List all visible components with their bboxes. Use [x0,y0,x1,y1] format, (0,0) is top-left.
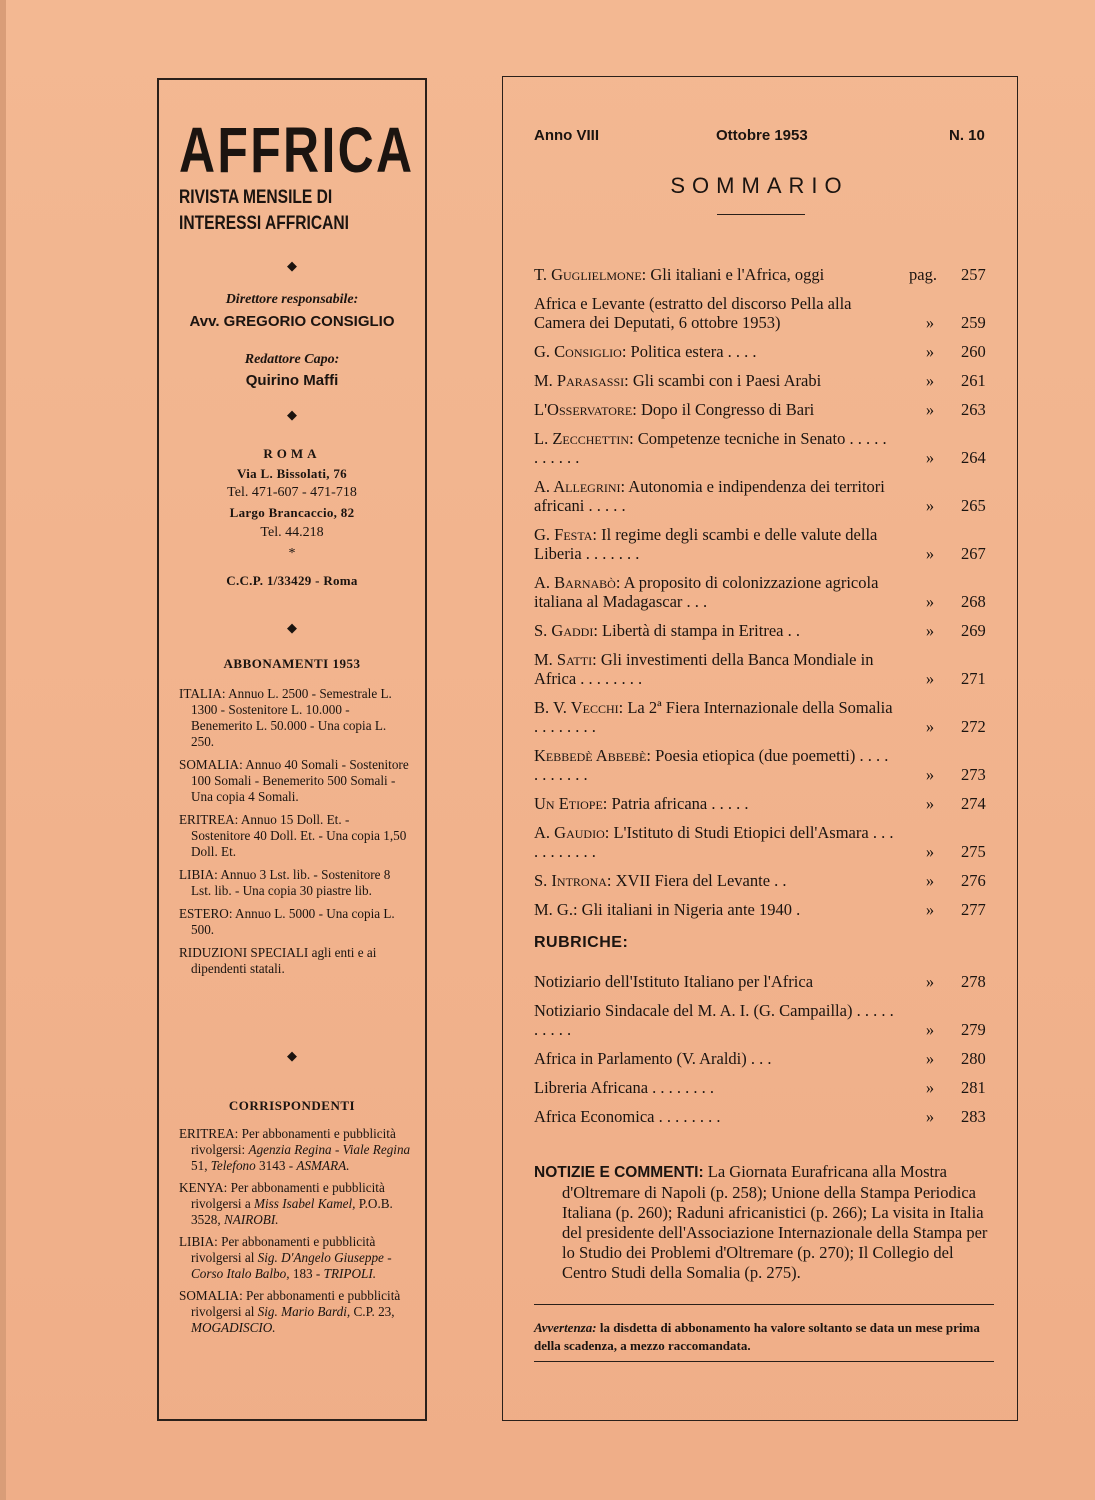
toc-entry [534,746,994,784]
toc-author: A. Allegrini: [534,477,626,496]
address-2: Largo Brancaccio, 82 [229,505,355,520]
diamond-ornament: ◆ [287,620,297,635]
page-number: 267 [961,544,986,563]
rubrica-entry [534,1107,994,1126]
contents-box [502,76,1018,1421]
subscription-list [179,686,411,984]
toc-entry [534,900,994,919]
toc-entry [534,477,994,515]
page-number: 281 [961,1078,986,1097]
toc-entry-text [534,371,894,390]
director-label: Direttore responsabile: [225,292,359,307]
toc-author: Un Etiope: [534,794,608,813]
page-number: 271 [961,669,986,688]
toc-entry [534,265,994,284]
toc-entry [534,698,994,736]
masthead-subtitle [179,185,425,237]
page-number: 283 [961,1107,986,1126]
toc-title: Gli scambi con i Paesi Arabi [632,371,822,390]
toc-entry-text [534,650,894,688]
rubriche-heading: RUBRICHE: [534,934,629,951]
postal-account: C.C.P. 1/33429 - Roma [226,573,358,588]
toc-entry-text [534,294,894,332]
toc-title: Competenze tecniche in Senato . . . . . . . . . . . [534,429,887,467]
notizie-heading: NOTIZIE E COMMENTI: [534,1164,704,1181]
correspondent-item: LIBIA: Per abbonamenti e pubblicità rivolgersi al Sig. D'Angelo Giuseppe - Corso Italo Balbo, 183 - TRIPOLI. [179,1234,392,1281]
toc-entry-text [534,900,894,919]
rubrica-entry [534,1049,994,1068]
toc-author: L. Zecchettin: [534,429,634,448]
page-number: 275 [961,842,986,861]
toc-author: T. Guglielmone: [534,265,647,284]
toc-title: Patria africana . . . . . [611,794,749,813]
correspondents-list [179,1126,411,1342]
toc-entry [534,794,994,813]
sommario-heading: SOMMARIO [670,173,849,198]
page-number: 264 [961,448,986,467]
ditto-mark: » [925,871,935,890]
ditto-mark: » [925,717,935,736]
diamond-ornament: ◆ [287,1048,297,1063]
toc-author: G. Festa: [534,525,597,544]
ditto-mark: » [925,592,935,611]
rubrica-entry [534,972,994,991]
masthead-title: AFFRICA [179,114,415,186]
ditto-mark: » [925,972,935,991]
address-1: Via L. Bissolati, 76 [237,466,347,481]
toc-entry-text [534,525,894,563]
avvertenza-text: la disdetta di abbonamento ha valore soltanto se data un mese prima della scadenza, a mezzo raccomandata. [534,1320,980,1353]
toc-entry-text [534,746,894,784]
page-number: 276 [961,871,986,890]
ditto-mark: » [925,900,935,919]
toc-title: Politica estera . . . . [630,342,757,361]
toc-entry [534,429,994,467]
diamond-ornament: ◆ [287,407,297,422]
heading-rule [717,214,805,215]
director-name: Avv. GREGORIO CONSIGLIO [189,313,395,330]
toc-title: Dopo il Congresso di Bari [640,400,815,419]
toc-title: Poesia etiopica (due poemetti) . . . . . . . . . . . [534,746,889,784]
ditto-mark: » [925,544,935,563]
subscription-item: SOMALIA: Annuo 40 Somali - Sostenitore 100 Somali - Benemerito 500 Somali - Una copia 4 Somali. [179,757,409,804]
toc-title: La 2ª Fiera Internazionale della Somalia . . . . . . . . [534,698,893,736]
rubrica-entry [534,1078,994,1097]
notizie-text: La Giornata Eurafricana alla Mostra d'Oltremare di Napoli (p. 258); Unione della Stampa Periodica Italiana (p. 260); Raduni africanistici (p. 266); La visita in Italia del presidente dell'Associazione Internazionale della Stampa per lo Studio dei Problemi d'Oltremare (p. 270); Il Collegio del Centro Studi della Somalia (p. 275). [562,1162,988,1282]
toc-title: Gli investimenti della Banca Mondiale in Africa . . . . . . . . [534,650,874,688]
toc-author: A. Barnabò: [534,573,621,592]
ditto-mark: » [925,1107,935,1126]
ditto-mark: » [925,496,935,515]
subscription-item: LIBIA: Annuo 3 Lst. lib. - Sostenitore 8 Lst. lib. - Una copia 30 piastre lib. [179,867,391,898]
toc-entry [534,573,994,611]
ditto-mark: » [925,765,935,784]
diamond-ornament: ◆ [287,258,297,273]
toc-author: A. Gaudio: [534,823,610,842]
toc-title: A proposito di colonizzazione agricola italiana al Madagascar . . . [534,573,879,611]
toc-author: M. Satti: [534,650,597,669]
page-number: 274 [961,794,986,813]
subscription-item: ERITREA: Annuo 15 Doll. Et. - Sostenitore 40 Doll. Et. - Una copia 1,50 Doll. Et. [179,812,407,859]
abbonamenti-heading: ABBONAMENTI 1953 [223,656,361,671]
subscription-item: RIDUZIONI SPECIALI agli enti e ai dipendenti statali. [179,945,377,976]
toc-title: Libertà di stampa in Eritrea . . [602,621,800,640]
avvertenza-label: Avvertenza: [534,1320,597,1335]
rubrica-title: Notiziario Sindacale del M. A. I. (G. Campailla) . . . . . . . . . . [534,1001,894,1039]
page-number: 273 [961,765,986,784]
toc-title: L'Istituto di Studi Etiopici dell'Asmara . . . . . . . . . . . [534,823,894,861]
toc-author: S. Gaddi: [534,621,598,640]
ditto-mark: » [925,1078,935,1097]
page-number: 279 [961,1020,986,1039]
toc-author: S. Introna: [534,871,612,890]
toc-entry [534,400,994,419]
ditto-mark: » [925,621,935,640]
rubrica-title: Notiziario dell'Istituto Italiano per l'Africa [534,972,814,991]
toc-title: Gli italiani in Nigeria ante 1940 . [581,900,801,919]
issue-number: N. 10 [949,127,985,144]
page-number: 260 [961,342,986,361]
ditto-mark: » [925,342,935,361]
ditto-mark: » [925,371,935,390]
correspondent-item: KENYA: Per abbonamenti e pubblicità rivolgersi a Miss Isabel Kamel, P.O.B. 3528, NAIROBI. [179,1180,393,1227]
page-number: 269 [961,621,986,640]
telephone-2: Tel. 44.218 [260,525,324,540]
toc-author: Kebbedè Abbebè: [534,746,651,765]
corrispondenti-heading: CORRISPONDENTI [228,1098,356,1113]
toc-entry-text [534,621,894,640]
masthead-box [157,78,427,1421]
page-number: 268 [961,592,986,611]
city-name: ROMA [263,446,321,461]
ditto-mark: » [925,1049,935,1068]
correspondent-item: ERITREA: Per abbonamenti e pubblicità rivolgersi: Agenzia Regina - Viale Regina 51, Telefono 3143 - ASMARA. [179,1126,411,1173]
rubrica-title: Africa Economica . . . . . . . . [534,1107,721,1126]
notizie-paragraph [534,1162,994,1283]
rubrica-entry [534,1001,994,1039]
toc-entry-text [534,265,894,284]
toc-entry [534,371,994,390]
toc-entry-text [534,573,894,611]
toc-entry [534,823,994,861]
editor-name: Quirino Maffi [245,372,339,389]
toc-author: B. V. Vecchi: [534,698,624,717]
page-edge [0,0,6,1500]
correspondent-item: SOMALIA: Per abbonamenti e pubblicità rivolgersi al Sig. Mario Bardi, C.P. 23, MOGADISCIO. [179,1288,401,1335]
page-number: 259 [961,313,986,332]
toc-entry [534,621,994,640]
toc-entry-text [534,794,894,813]
table-of-contents [534,265,994,1136]
star-ornament: * [288,546,296,561]
subtitle-line-2: INTERESSI AFFRICANI [179,213,349,234]
issue-date: Ottobre 1953 [716,127,808,144]
page-number: 278 [961,972,986,991]
page-number: 280 [961,1049,986,1068]
toc-entry [534,650,994,688]
toc-entry-text [534,871,894,890]
toc-entry [534,525,994,563]
toc-title: Autonomia e indipendenza dei territori africani . . . . . [534,477,885,515]
rubrica-title: Libreria Africana . . . . . . . . [534,1078,715,1097]
telephone-1: Tel. 471-607 - 471-718 [227,485,357,500]
issue-year: Anno VIII [534,127,599,144]
page-number: 277 [961,900,986,919]
ditto-mark: » [925,313,935,332]
ditto-mark: » [925,448,935,467]
page-number: 261 [961,371,986,390]
toc-title: Africa e Levante (estratto del discorso Pella alla Camera dei Deputati, 6 ottobre 1953) [534,294,852,332]
ditto-mark: » [925,400,935,419]
ditto-mark: » [925,842,935,861]
toc-entry-text [534,823,894,861]
toc-author: G. Consiglio: [534,342,627,361]
page-label: pag. [909,265,937,284]
toc-title: Il regime degli scambi e delle valute della Liberia . . . . . . . [534,525,878,563]
divider [534,1361,994,1362]
toc-entry-text [534,429,894,467]
toc-entry [534,294,994,332]
toc-title: Gli italiani e l'Africa, oggi [650,265,825,284]
toc-author: L'Osservatore: [534,400,637,419]
toc-author: M. G.: [534,900,578,919]
toc-entry-text [534,400,894,419]
divider [534,1304,994,1305]
ditto-mark: » [925,669,935,688]
subtitle-line-1: RIVISTA MENSILE DI [179,187,333,208]
rubrica-title: Africa in Parlamento (V. Araldi) . . . [534,1049,772,1068]
subscription-item: ITALIA: Annuo L. 2500 - Semestrale L. 1300 - Sostenitore L. 10.000 - Benemerito L. 50.000 - Una copia L. 250. [179,686,392,749]
toc-entry-text [534,342,894,361]
toc-title: XVII Fiera del Levante . . [615,871,787,890]
toc-entry [534,342,994,361]
avvertenza-note [534,1319,994,1355]
toc-entry-text [534,698,894,736]
toc-author: M. Parasassi: [534,371,629,390]
toc-entry-text [534,477,894,515]
editor-label: Redattore Capo: [244,352,340,367]
ditto-mark: » [925,1020,935,1039]
page-number: 265 [961,496,986,515]
toc-entry [534,871,994,890]
subscription-item: ESTERO: Annuo L. 5000 - Una copia L. 500. [179,906,395,937]
page-number: 272 [961,717,986,736]
page-number: 263 [961,400,986,419]
page-number: 257 [961,265,986,284]
ditto-mark: » [925,794,935,813]
